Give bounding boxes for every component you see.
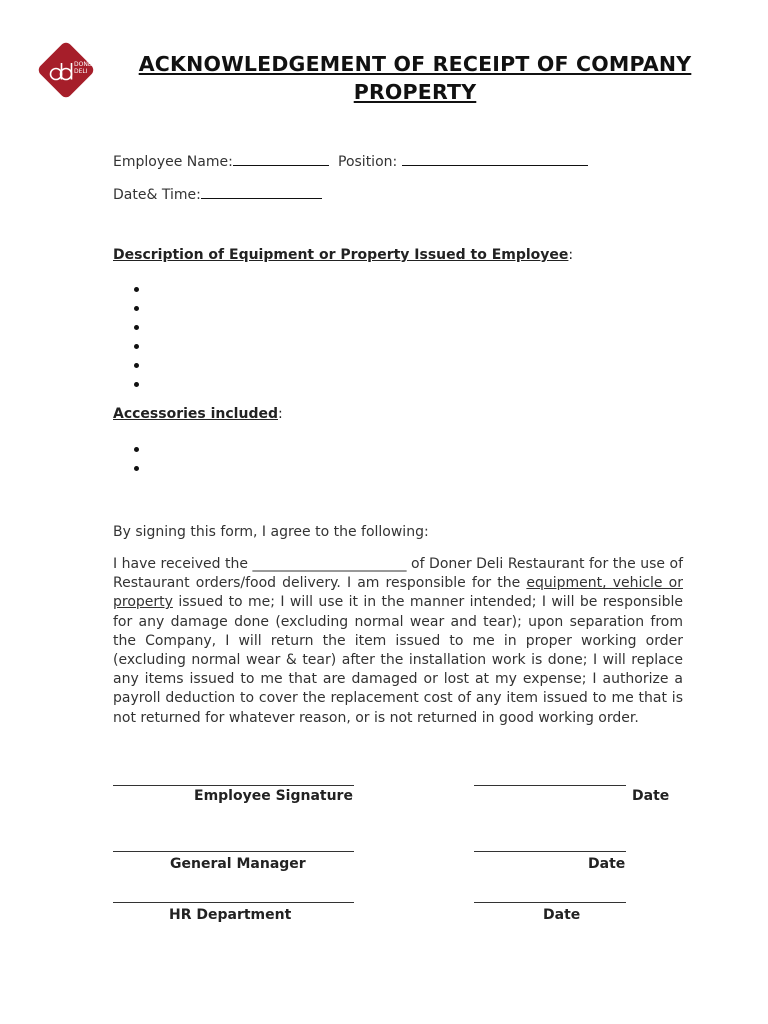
employee-name-blank[interactable] xyxy=(233,152,329,166)
logo-text-doner: DONER xyxy=(74,61,96,68)
employee-date-line[interactable] xyxy=(474,785,626,786)
hr-date-line[interactable] xyxy=(474,902,626,903)
employee-signature-label: Employee Signature xyxy=(194,788,353,804)
equipment-vehicle-property: equipment, vehicle or property xyxy=(113,575,683,611)
employee-date-label: Date xyxy=(632,788,670,804)
agreement-paragraph: I have received the ______________________ of Doner Deli Restaurant for the use of Restaurant orders/food delivery. I am responsible for the equipment, vehicle or property issued to me; I will use it in the manner intended; I will be responsible for any damage done (excluding normal wear and tear); upon separation from the Company, I will return the item issued to me in proper working order (excluding normal wear & tear) after the installation work is done; I will replace any items issued to me that are damaged or lost at my expense; I authorize a payroll deduction to cover the replacement cost of any item issued to me that is not returned for whatever reason, or is not returned in good working order. xyxy=(113,556,683,726)
date-time-blank[interactable] xyxy=(201,185,322,199)
date-time-label: Date& Time: xyxy=(113,187,201,203)
employee-name-row xyxy=(113,152,329,170)
general-manager-label: General Manager xyxy=(170,856,306,872)
employee-name-label: Employee Name: xyxy=(113,154,233,170)
document-title: ACKNOWLEDGEMENT OF RECEIPT OF COMPANY PROPERTY xyxy=(138,52,692,104)
agreement-intro: By signing this form, I agree to the following: xyxy=(113,524,429,540)
position-blank[interactable] xyxy=(402,152,588,166)
equipment-heading: Description of Equipment or Property Issued to Employee: xyxy=(113,247,574,263)
general-manager-signature-line[interactable] xyxy=(113,851,354,852)
hr-department-label: HR Department xyxy=(169,907,292,923)
doner-deli-logo xyxy=(34,38,98,102)
logo-text-deli: DELI xyxy=(74,68,88,75)
accessories-heading: Accessories included: xyxy=(113,406,283,422)
employee-signature-line[interactable] xyxy=(113,785,354,786)
position-row xyxy=(338,152,588,170)
hr-date-label: Date xyxy=(543,907,581,923)
position-label: Position: xyxy=(338,154,398,170)
general-manager-date-label: Date xyxy=(588,856,626,872)
general-manager-date-line[interactable] xyxy=(474,851,626,852)
date-time-row xyxy=(113,185,322,203)
hr-signature-line[interactable] xyxy=(113,902,354,903)
